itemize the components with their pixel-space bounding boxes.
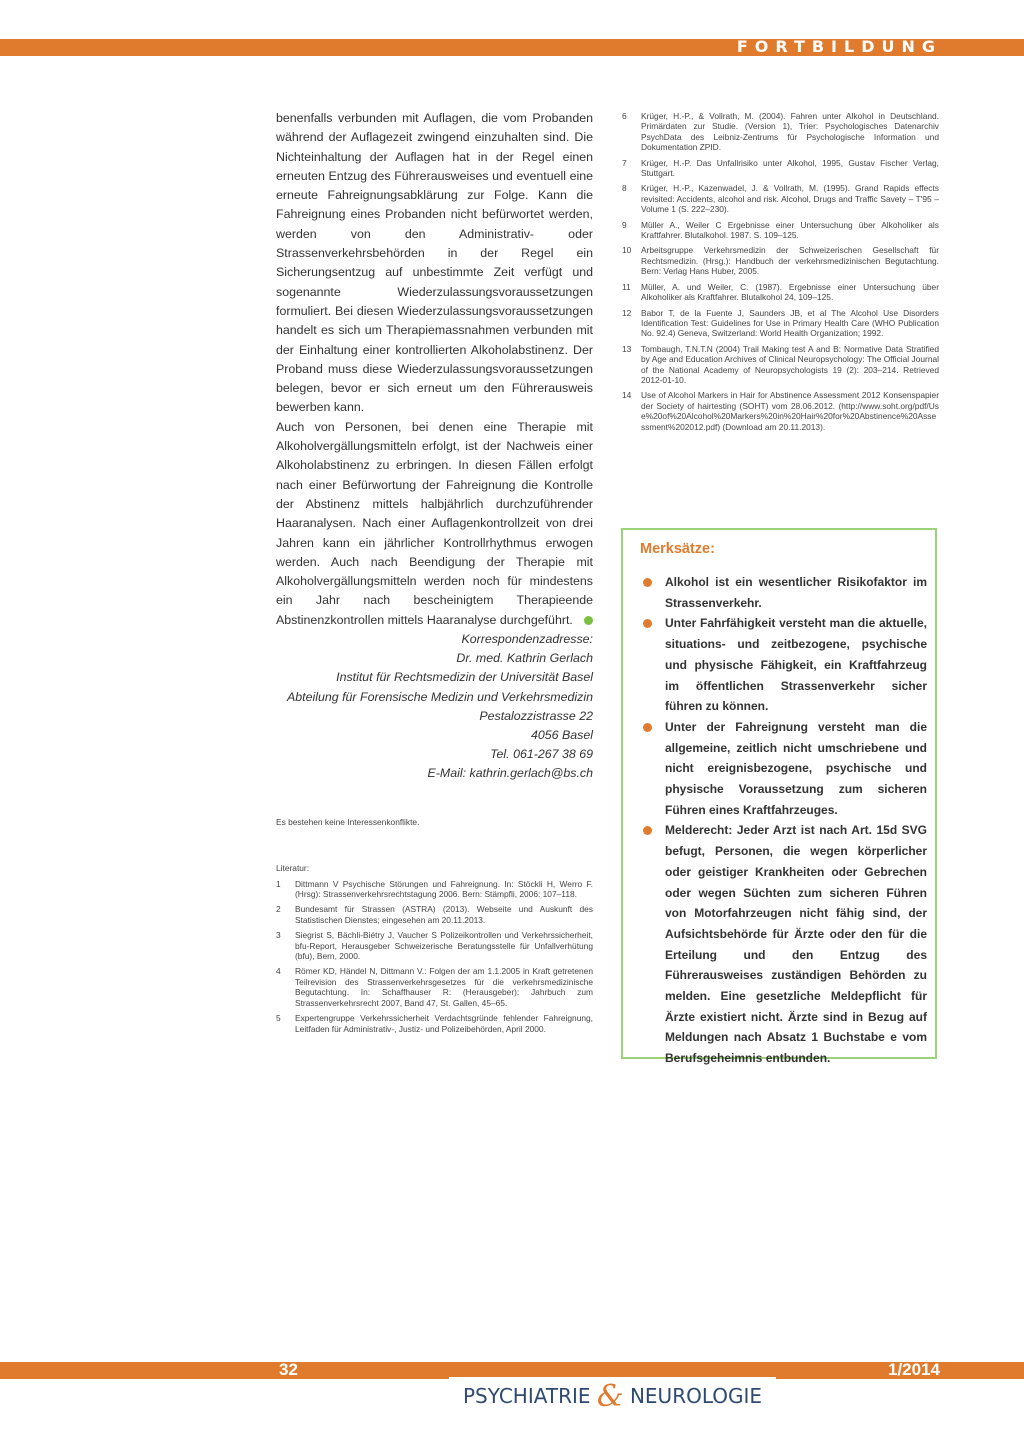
reference-item: 3 Siegrist S, Bächli-Biétry J, Vaucher S Polizeikontrollen und Verkehrssicherheit, bfu-Report, Herausgeber Schweizerische Beratungsstelle für Unfallverhütung (bfu), Bern, 2000. (276, 930, 593, 962)
reference-item: 6 Krüger, H.-P., & Vollrath, M. (2004). Fahren unter Alkohol in Deutschland. Primärdaten zur Studie. (Version 1), Trier: Psychologisches Datenarchiv PsychData des Leibniz-Zentrums für Psychologische Information und Dokumentation ZPID. (622, 111, 939, 153)
reference-item: 2 Bundesamt für Strassen (ASTRA) (2013). Webseite und Auskunft des Statistischen Dienstes; eingesehen am 20.11.2013. (276, 904, 593, 925)
address-label: Korrespondenzadresse: (461, 632, 593, 647)
reference-item: 11 Müller, A. und Weiler, C. (1987). Ergebnisse einer Untersuchung über Alkoholiker als Kraftfahrer. Blutalkohol 24, 109–125. (622, 281, 939, 303)
journal-name-right: NEUROLOGIE (629, 1384, 763, 1408)
reference-item: 8 Krüger, H.-P., Kazenwadel, J. & Vollrath, M. (1995). Grand Rapids effects revisited: Accidents, alcohol and risk. Alcohol, Drugs and Traffic Savety – T'95 – Volume 1 (S. 222–230). (622, 183, 939, 215)
journal-name-left: PSYCHIATRIE (462, 1384, 591, 1408)
reference-item: 1 Dittmann V Psychische Störungen und Fahreignung. In: Stöckli H, Werro F. (Hrsg): Strassenverkehrsrechtstagung 2006. Bern: Stämpfli, 2006: 107–118. (276, 878, 593, 900)
section-title: FORTBILDUNG (736, 37, 942, 56)
body-paragraph-1: benenfalls verbunden mit Auflagen, die vom Probanden während der Auflagezeit zwingend einzuhalten sind. Die Nichteinhaltung der Auflagen hat in der Regel einen erneuten Entzug des Führerausweises und eventuell eine erneute Fahreignungsabklärung zur Folge. Kann die Fahreignung eines Probanden nicht befürwortet werden, werden von den Administrativ- oder Strassenverkehrsbehörden in der Regel ein Sicherungsentzug auf unbestimmte Zeit verfügt und sogenannte Wiederzulassungsvoraussetzungen formuliert. Bei diesen Wiederzulassungsvoraussetzungen handelt es sich um Therapiemassnahmen verbunden mit der Einhaltung einer kontrollierten Alkoholabstinenz. Der Proband muss diese Wiederzulassungsvoraussetzungen belegen, bevor er sich erneut um den Führerausweis bewerben kann. (276, 111, 593, 415)
issue-number: 1/2014 (888, 1360, 940, 1379)
right-column (622, 111, 939, 437)
merksatz-item: Melderecht: Jeder Arzt ist nach Art. 15d SVG befugt, Personen, die wegen körperlicher oder geistiger Krankheiten oder Gebrechen oder wegen Süchten zum sicheren Führen von Motorfahrzeugen nicht fähig sind, der Aufsichtsbehörde für Ärzte oder den für die Erteilung und den Entzug des Führerausweises zuständigen Behörden zu melden. Eine gesetzliche Meldepflicht für Ärzte existiert nicht. Ärzte sind in Bezug auf Meldungen nach Absatz 1 Buchstabe e vom Berufsgeheimnis entbunden. (641, 820, 927, 1068)
merksatz-item: Alkohol ist ein wesentlicher Risikofaktor im Strassenverkehr. (641, 572, 927, 613)
literature-heading: Literatur: (276, 862, 310, 873)
reference-item: 10 Arbeitsgruppe Verkehrsmedizin der Schweizerischen Gesellschaft für Rechtsmedizin. (Hrsg.): Handbuch der verkehrsmedizinischen Begutachtung. Bern: Verlag Hans Huber, 2005. (622, 245, 939, 277)
address-phone: Tel. 061-267 38 69 (490, 747, 593, 762)
ampersand-glyph: & (596, 1379, 624, 1414)
reference-item: 13 Tombaugh, T.N.T.N (2004) Trail Making test A and B: Normative Data Stratified by Age and Education Archives of Clinical Neuropsychology: The Official Journal of the National Academy of Neuropsychologists 19 (2): 203–214. Retrieved 2012-01-10. (622, 343, 939, 385)
reference-item: 4 Römer KD, Händel N, Dittmann V.: Folgen der am 1.1.2005 in Kraft getretenen Teilrevision des Strassenverkehrsgesetzes für die verkehrsmedizinische Begutachtung. In: Schaffhauser R: (Herausgeber): Jahrbuch zum Strassenverkehrsrecht 2007, Band 47, St. Gallen, 45–65. (276, 966, 593, 1008)
address-street: Pestalozzistrasse 22 (479, 708, 593, 723)
reference-list-left (276, 879, 593, 1034)
merksaetze-title: Merksätze: (640, 541, 715, 557)
address-institute: Institut für Rechtsmedizin der Universität Basel (336, 670, 593, 685)
page-number: 32 (279, 1360, 298, 1379)
address-email: E-Mail: kathrin.gerlach@bs.ch (427, 766, 593, 781)
merksaetze-box (621, 528, 937, 1066)
reference-item: 5 Expertengruppe Verkehrssicherheit Verdachtsgründe fehlender Fahreignung, Leitfaden für Administrativ-, Justiz- und Polizeibehörden, April 2000. (276, 1013, 593, 1034)
bullet-icon (643, 723, 652, 732)
reference-list-right (622, 111, 939, 432)
bullet-icon (643, 826, 652, 835)
end-of-article-icon (584, 616, 593, 625)
address-city: 4056 Basel (530, 728, 593, 743)
bullet-icon (643, 619, 652, 628)
address-department: Abteilung für Forensische Medizin und Verkehrsmedizin (286, 689, 593, 704)
merksatz-item: Unter Fahrfähigkeit versteht man die aktuelle, situations- und zeitbezogene, psychische und physische Fähigkeit, ein Kraftfahrzeug im öffentlichen Strassenverkehr sicher führen zu können. (641, 613, 927, 717)
reference-item: 12 Babor T, de la Fuente J, Saunders JB, et al The Alcohol Use Disorders Identification Test: Guidelines for Use in Primary Health Care (WHO Publication No. 92.4) Geneva, Switzerland: World Health Organization; 1992. (622, 307, 939, 339)
journal-logo (449, 1377, 776, 1413)
reference-item: 9 Müller A., Weiler C Ergebnisse einer Untersuchung über Alkoholiker als Kraftfahrer. Blutalkohol. 1987. S. 109–125. (622, 219, 939, 241)
left-column (276, 109, 593, 1039)
reference-item: 14 Use of Alcohol Markers in Hair for Abstinence Assessment 2012 Konsenspapier der Society of hairtesting (SOHT) vom 28.06.2012. (http://www.soht.org/pdf/Use%20of%20Alcohol%20Markers%20in%20Hair%20for%20Abstinence%20Assessment%202012.pdf) (Download am 20.11.2013). (622, 390, 939, 432)
address-name: Dr. med. Kathrin Gerlach (456, 651, 593, 666)
reference-item: 7 Krüger, H.-P. Das Unfallrisiko unter Alkohol, 1995, Gustav Fischer Verlag, Stuttgart. (622, 157, 939, 179)
correspondence-address (276, 630, 593, 784)
conflict-statement: Es bestehen keine Interessenkonflikte. (276, 816, 420, 827)
body-paragraph-2: Auch von Personen, bei denen eine Therapie mit Alkoholvergällungsmitteln erfolgt, ist der Nachweis einer Alkoholabstinenz zu erbringen. In diesen Fällen erfolgt nach einer Befürwortung der Fahreignung die Kontrolle der Abstinenz mittels halbjährlich durchzuführender Haaranalysen. Nach einer Auflagenkontrollzeit von drei Jahren kann ein jährlicher Kontrollrhythmus erwogen werden. Auch nach Beendigung der Therapie mit Alkoholvergällungsmitteln werden noch für mindestens ein Jahr nach bescheinigtem Therapieende Abstinenzkontrollen mittels Haaranalyse durchgeführt. (276, 419, 593, 627)
merksatz-item: Unter der Fahreignung versteht man die allgemeine, zeitlich nicht umschriebene und nicht ereignisbezogene, psychische und physische Voraussetzung zum sicheren Führen eines Kraftfahrzeuges. (641, 717, 927, 821)
bullet-icon (643, 578, 652, 587)
merksaetze-list (641, 572, 927, 1069)
